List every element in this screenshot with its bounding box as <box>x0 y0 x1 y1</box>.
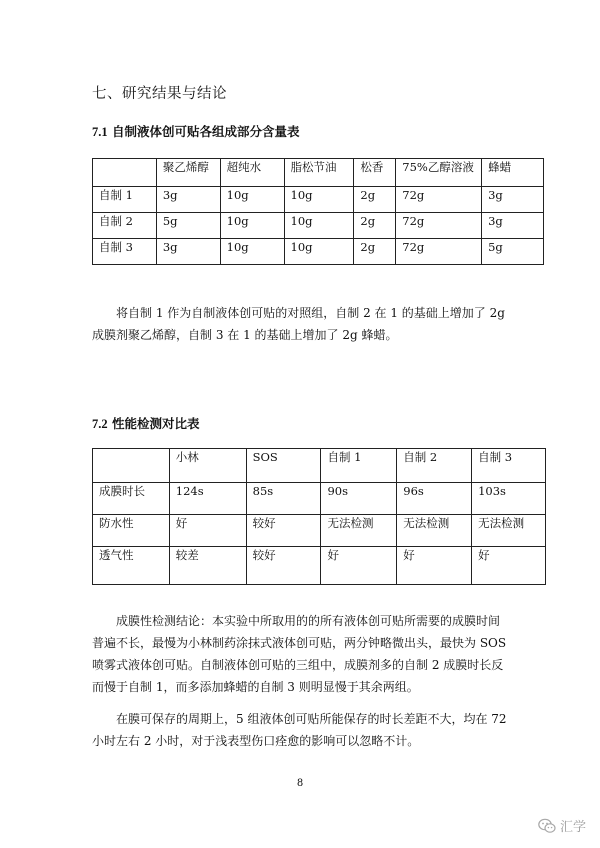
text-line: 普遍不长，最慢为小林制药涂抹式液体创可贴，两分钟略微出头，最快为 SOS <box>92 636 507 650</box>
text-line: 成膜剂聚乙烯醇，自制 3 在 1 的基础上增加了 2g 蜂蜡。 <box>92 328 398 342</box>
table-cell: 5g <box>156 213 220 239</box>
table-cell: 10g <box>220 239 284 265</box>
table-row <box>93 515 546 547</box>
preservation-conclusion <box>92 708 524 752</box>
table-row <box>93 547 546 585</box>
table-cell: 较好 <box>246 515 321 547</box>
table-cell: 10g <box>284 239 354 265</box>
table-cell: 无法检测 <box>321 515 397 547</box>
table1-caption-text: 自制液体创可贴各组成部分含量表 <box>111 124 300 139</box>
table-cell: 好 <box>321 547 397 585</box>
section-title: 七、研究结果与结论 <box>92 86 227 102</box>
table-cell: 124s <box>169 483 246 515</box>
table-cell: 2g <box>354 187 396 213</box>
row-label: 自制 2 <box>93 213 157 239</box>
table-cell: 10g <box>284 213 354 239</box>
text-line: 在膜可保存的周期上，5 组液体创可贴所能保存的时长差距不大，均在 72 <box>116 712 507 726</box>
table-cell: 好 <box>169 515 246 547</box>
header-cell: 自制 3 <box>472 449 546 483</box>
row-label: 自制 3 <box>93 239 157 265</box>
table-cell: 较好 <box>246 547 321 585</box>
table-cell: 2g <box>354 213 396 239</box>
text-line: 将自制 1 作为自制液体创可贴的对照组，自制 2 在 1 的基础上增加了 2g <box>116 306 505 320</box>
table-cell: 2g <box>354 239 396 265</box>
composition-table <box>92 158 544 265</box>
watermark <box>538 816 586 835</box>
table-header-row <box>93 449 546 483</box>
watermark-text: 汇学 <box>559 820 586 835</box>
performance-table <box>92 448 546 585</box>
table1-caption <box>92 122 300 140</box>
table-cell: 3g <box>482 213 544 239</box>
table-cell: 72g <box>396 239 482 265</box>
wechat-icon <box>538 818 556 834</box>
composition-note <box>92 302 522 346</box>
table-cell: 较差 <box>169 547 246 585</box>
header-cell: 自制 2 <box>397 449 472 483</box>
table-row <box>93 187 544 213</box>
text-line: 小时左右 2 小时，对于浅表型伤口痊愈的影响可以忽略不计。 <box>92 734 420 748</box>
text-line: 喷雾式液体创可贴。自制液体创可贴的三组中，成膜剂多的自制 2 成膜时长反 <box>92 658 504 672</box>
text-line: 而慢于自制 1，而多添加蜂蜡的自制 3 则明显慢于其余两组。 <box>92 680 419 694</box>
table-cell: 10g <box>220 213 284 239</box>
table2-caption <box>92 414 200 432</box>
table-cell: 72g <box>396 187 482 213</box>
header-cell: 75%乙醇溶液 <box>396 159 482 187</box>
header-cell: 松香 <box>354 159 396 187</box>
table-cell: 90s <box>321 483 397 515</box>
table-cell: 5g <box>482 239 544 265</box>
header-cell: SOS <box>246 449 321 483</box>
table-cell: 10g <box>220 187 284 213</box>
text-line: 成膜性检测结论：本实验中所取用的的所有液体创可贴所需要的成膜时间 <box>116 614 501 628</box>
table-header-row <box>93 159 544 187</box>
row-label: 透气性 <box>93 547 170 585</box>
header-cell <box>93 159 157 187</box>
table-cell: 3g <box>156 239 220 265</box>
table-cell: 103s <box>472 483 546 515</box>
table-cell: 无法检测 <box>397 515 472 547</box>
table-row <box>93 239 544 265</box>
table-cell: 好 <box>397 547 472 585</box>
row-label: 防水性 <box>93 515 170 547</box>
row-label: 自制 1 <box>93 187 157 213</box>
table-cell: 好 <box>472 547 546 585</box>
table2-caption-text: 性能检测对比表 <box>111 416 200 431</box>
table2-caption-number: 7.2 <box>92 417 108 431</box>
table-cell: 3g <box>482 187 544 213</box>
row-label: 成膜时长 <box>93 483 170 515</box>
table-cell: 无法检测 <box>472 515 546 547</box>
table1-caption-number: 7.1 <box>92 125 108 139</box>
header-cell: 超纯水 <box>220 159 284 187</box>
table-cell: 85s <box>246 483 321 515</box>
table-cell: 96s <box>397 483 472 515</box>
film-forming-conclusion <box>92 610 524 698</box>
header-cell: 蜂蜡 <box>482 159 544 187</box>
header-cell: 自制 1 <box>321 449 397 483</box>
header-cell <box>93 449 170 483</box>
header-cell: 聚乙烯醇 <box>156 159 220 187</box>
table-row <box>93 483 546 515</box>
header-cell: 小林 <box>169 449 246 483</box>
table-cell: 10g <box>284 187 354 213</box>
table-cell: 72g <box>396 213 482 239</box>
table-cell: 3g <box>156 187 220 213</box>
table-row <box>93 213 544 239</box>
header-cell: 脂松节油 <box>284 159 354 187</box>
page-number: 8 <box>296 778 304 789</box>
